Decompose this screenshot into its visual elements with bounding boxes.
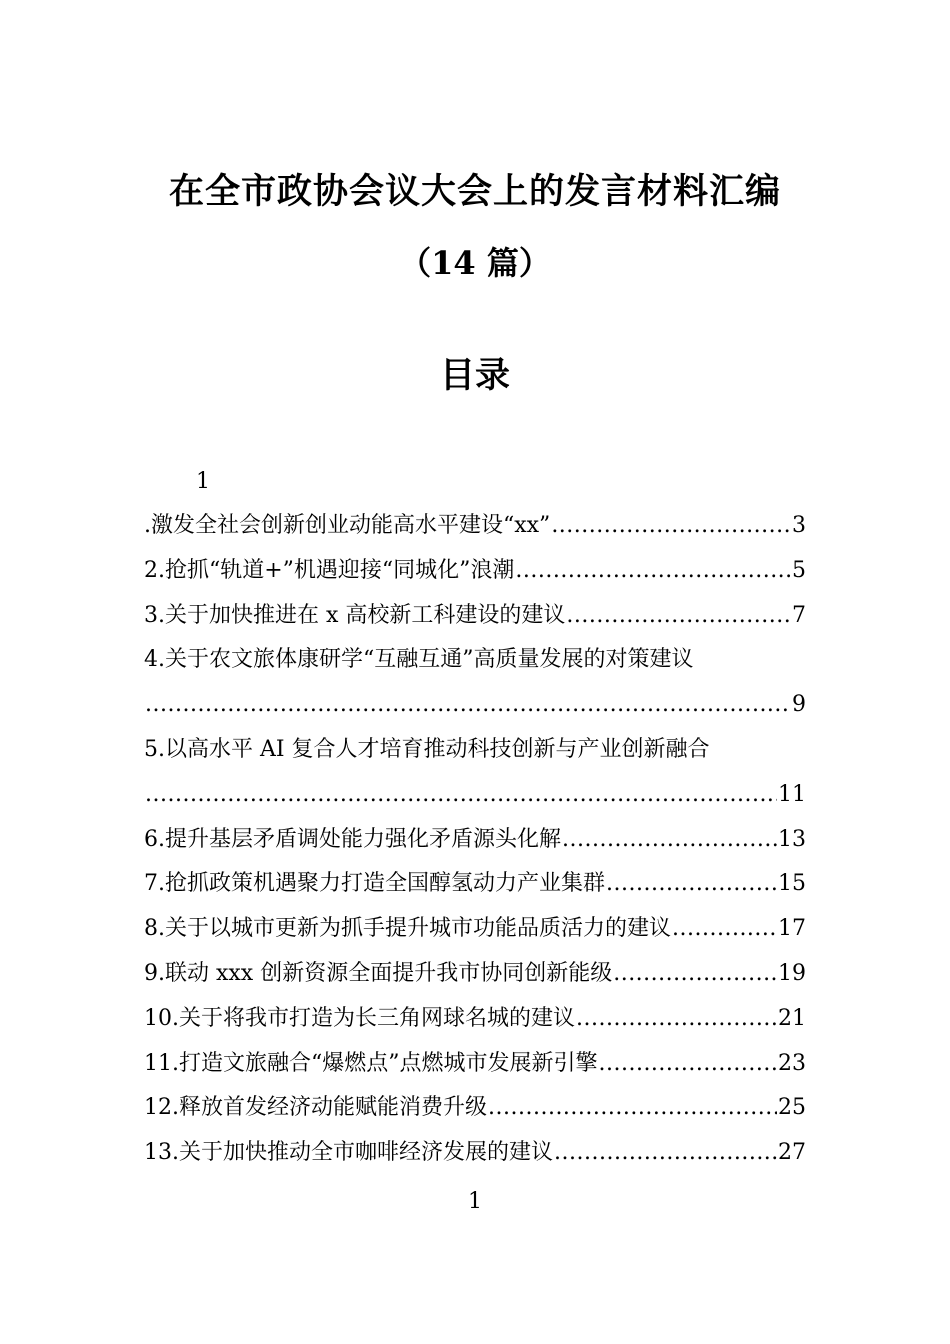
- toc-entry-title: 6.提升基层矛盾调处能力强化矛盾源头化解: [144, 826, 561, 852]
- toc-entry-title: 5.以高水平 AI 复合人才培育推动科技创新与产业创新融合: [144, 736, 710, 762]
- toc-leader-dots: [576, 997, 777, 1042]
- toc-leader-dots: [515, 549, 791, 594]
- toc-leader-dots: [598, 1042, 777, 1087]
- toc-leader-dots: [145, 683, 791, 728]
- toc-lead-number: 1: [196, 469, 210, 494]
- toc-entry-1[interactable]: [144, 504, 806, 549]
- toc-entry-12[interactable]: [144, 1086, 806, 1131]
- toc-entry-5-leader[interactable]: [144, 773, 806, 818]
- toc-entry-page: 13: [778, 826, 806, 852]
- toc-entry-2[interactable]: [144, 549, 806, 594]
- toc-leader-dots: [554, 1131, 777, 1176]
- toc-entry-title: 4.关于农文旅体康研学“互融互通”高质量发展的对策建议: [144, 647, 694, 673]
- toc-entry-page: 19: [778, 960, 806, 986]
- toc-entry-title: 3.关于加快推进在 x 高校新工科建设的建议: [144, 602, 566, 628]
- toc-entry-page: 9: [792, 692, 806, 718]
- toc-entry-title: .激发全社会创新创业动能高水平建设“xx”: [144, 513, 551, 538]
- toc-entry-11[interactable]: [144, 1042, 806, 1087]
- page-number: 1: [468, 1189, 482, 1214]
- toc-entry-3[interactable]: [144, 594, 806, 639]
- toc-entry-4-leader[interactable]: [144, 683, 806, 728]
- toc-entry-page: 25: [778, 1095, 806, 1121]
- toc-entry-5[interactable]: [144, 728, 806, 773]
- toc-entry-page: 7: [792, 602, 806, 628]
- toc-leader-dots: [562, 818, 777, 863]
- toc-entry-title: 9.联动 xxx 创新资源全面提升我市协同创新能级: [144, 960, 613, 986]
- toc-leader-dots: [488, 1086, 777, 1131]
- toc-entry-title: 7.抢抓政策机遇聚力打造全国醇氢动力产业集群: [144, 871, 605, 897]
- document-subtitle: （14 篇）: [399, 244, 551, 282]
- toc-entry-page: 27: [778, 1140, 806, 1166]
- toc-entry-page: 17: [778, 916, 806, 942]
- toc-entry-title: 12.释放首发经济动能赋能消费升级: [144, 1095, 487, 1121]
- toc-entry-page: 3: [792, 513, 806, 538]
- toc-entry-title: 11.打造文旅融合“爆燃点”点燃城市发展新引擎: [144, 1050, 598, 1076]
- toc-entry-10[interactable]: [144, 997, 806, 1042]
- toc-entry-page: 11: [778, 781, 806, 807]
- toc-leader-dots: [145, 773, 777, 818]
- toc-entry-9[interactable]: [144, 952, 806, 997]
- toc-leader-dots: [551, 504, 791, 549]
- toc-entry-page: 5: [792, 557, 806, 583]
- toc-entry-7[interactable]: [144, 862, 806, 907]
- toc-entry-page: 15: [778, 871, 806, 897]
- toc-entry-title: 8.关于以城市更新为抓手提升城市功能品质活力的建议: [144, 916, 671, 942]
- toc-entry-title: 2.抢抓“轨道+”机遇迎接“同城化”浪潮: [144, 557, 515, 583]
- toc-leader-dots: [613, 952, 777, 997]
- toc-entry-page: 21: [778, 1005, 806, 1031]
- toc-entry-4[interactable]: [144, 638, 806, 683]
- toc-leader-dots: [672, 907, 777, 952]
- toc-entry-13[interactable]: [144, 1131, 806, 1176]
- toc-entry-title: 13.关于加快推动全市咖啡经济发展的建议: [144, 1140, 553, 1166]
- toc-entry-6[interactable]: [144, 818, 806, 863]
- table-of-contents: [144, 460, 806, 1176]
- toc-entry-page: 23: [778, 1050, 806, 1076]
- toc-heading: 目录: [439, 355, 510, 396]
- toc-entry-title: 10.关于将我市打造为长三角网球名城的建议: [144, 1005, 575, 1031]
- toc-entry-8[interactable]: [144, 907, 806, 952]
- document-title: 在全市政协会议大会上的发言材料汇编: [168, 171, 781, 212]
- toc-leader-dots: [566, 594, 791, 639]
- toc-leader-dots: [606, 862, 777, 907]
